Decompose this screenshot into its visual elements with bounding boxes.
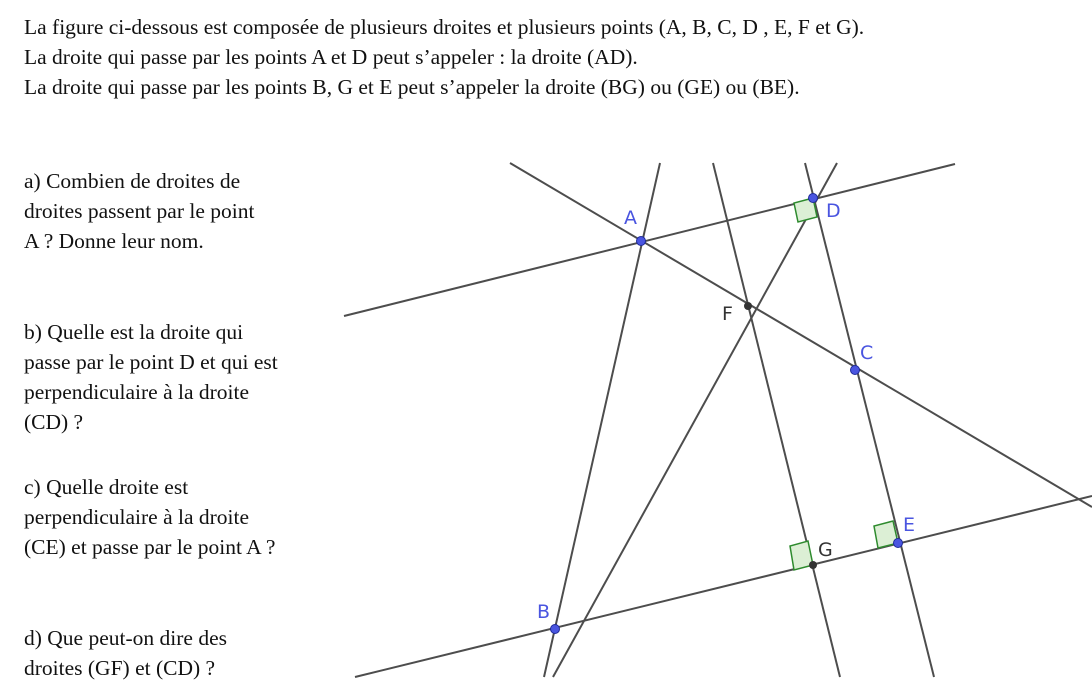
point-f [744, 302, 752, 310]
label-b: B [537, 601, 551, 623]
point-b [551, 625, 560, 634]
intro-line-3: La droite qui passe par les points B, G et E peut s’appeler la droite (BG) ou (GE) ou (BE). [24, 75, 800, 99]
question-d-line-1: d) Que peut-on dire des [24, 626, 227, 650]
point-d [809, 194, 818, 203]
intro-line-1: La figure ci-dessous est composée de plusieurs droites et plusieurs points (A, B, C, D , E, F et G). [24, 15, 865, 39]
question-c-line-2: perpendiculaire à la droite [24, 505, 250, 529]
question-c-line-1: c) Quelle droite est [24, 475, 189, 499]
point-g [809, 561, 817, 569]
right-angle-markers [790, 198, 898, 570]
question-a-line-3: A ? Donne leur nom. [24, 229, 204, 253]
point-e [894, 539, 903, 548]
line-bg [355, 496, 1092, 677]
label-f: F [722, 303, 733, 325]
line-bd [553, 163, 837, 677]
question-d-line-2: droites (GF) et (CD) ? [24, 656, 216, 680]
point-a [637, 237, 646, 246]
question-b-line-3: perpendiculaire à la droite [24, 380, 250, 404]
question-a-line-2: droites passent par le point [24, 199, 255, 223]
label-a: A [624, 207, 637, 229]
label-g: G [818, 539, 833, 561]
lines-group [344, 163, 1092, 677]
line-ce [805, 163, 934, 677]
question-c-line-3: (CE) et passe par le point A ? [24, 535, 276, 559]
question-a-line-1: a) Combien de droites de [24, 169, 241, 193]
label-c: C [860, 342, 874, 364]
point-labels [537, 200, 915, 623]
line-ad [344, 164, 955, 316]
label-d: D [826, 200, 841, 222]
question-b-line-1: b) Quelle est la droite qui [24, 320, 244, 344]
question-b-line-4: (CD) ? [24, 410, 84, 434]
intro-line-2: La droite qui passe par les points A et D peut s’appeler : la droite (AD). [24, 45, 638, 69]
question-b-line-2: passe par le point D et qui est [24, 350, 278, 374]
point-c [851, 366, 860, 375]
line-fg [713, 163, 840, 677]
label-e: E [903, 514, 916, 536]
